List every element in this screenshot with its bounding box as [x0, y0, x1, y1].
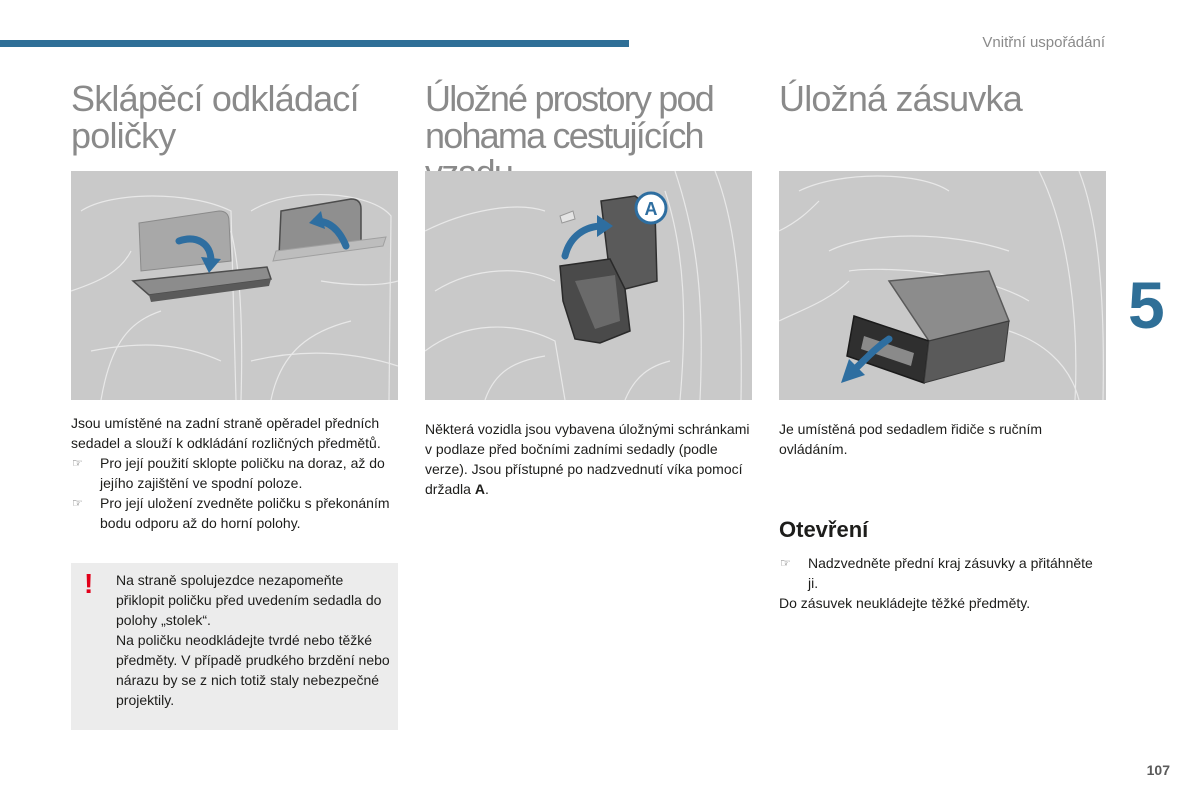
subheading-opening: Otevření — [779, 517, 869, 542]
pointing-finger-icon: ☞ — [780, 556, 791, 570]
floor-storage-description — [425, 419, 752, 499]
folding-table-illustration — [71, 171, 398, 400]
storage-drawer-description — [779, 419, 1106, 459]
bullet-item — [71, 493, 398, 533]
pointing-finger-icon: ☞ — [72, 496, 83, 510]
pointing-finger-icon: ☞ — [72, 456, 83, 470]
heading-line: nohama cestujících — [425, 115, 703, 156]
page-number: 107 — [1146, 762, 1170, 778]
heading-line: Úložné prostory pod — [425, 78, 713, 119]
heading-line: Úložná zásuvka — [779, 78, 1022, 119]
heading-line: Sklápěcí odkládací — [71, 78, 359, 119]
callout-a-label: A — [644, 199, 658, 219]
exclamation-icon: ! — [84, 568, 94, 599]
bullet-text: Pro její použití sklopte poličku na doraz, až do jejího zajištění ve spodní poloze. — [100, 455, 385, 491]
floor-storage-illustration — [425, 171, 752, 400]
body-text: Je umístěná pod sedadlem řidiče s ručním ovládáním. — [779, 421, 1043, 457]
section-title: Vnitřní uspořádání — [982, 34, 1105, 51]
heading-line: poličky — [71, 115, 176, 156]
header-accent-bar — [0, 40, 629, 47]
intro-text: Jsou umístěné na zadní straně opěradel předních sedadel a slouží k odkládání rozličných předmětů. — [71, 415, 381, 451]
chapter-number: 5 — [1128, 268, 1165, 342]
bullet-item — [779, 553, 1106, 593]
bullet-item — [71, 453, 398, 493]
opening-instructions — [779, 553, 1106, 613]
note-text: Do zásuvek neukládejte těžké předměty. — [779, 595, 1031, 611]
folding-tables-description — [71, 413, 398, 533]
warning-paragraph: Na poličku neodkládejte tvrdé nebo těžké předměty. V případě prudkého brzdění nebo nárazu by se z nich totiž staly nebezpečné projektily. — [116, 632, 390, 708]
bullet-text: Pro její uložení zvedněte poličku s překonáním bodu odporu až do horní polohy. — [100, 495, 390, 531]
storage-drawer-illustration — [779, 171, 1106, 400]
handle-label-a: A — [474, 481, 485, 497]
body-text: Některá vozidla jsou vybavena úložnými schránkami v podlaze před bočními zadními sedadly (podle verze). Jsou přístupné po nadzvednutí víka pomocí držadla A. — [425, 421, 750, 497]
bullet-text: Nadzvedněte přední kraj zásuvky a přitáhněte ji. — [808, 555, 1093, 591]
column-heading — [779, 80, 1119, 117]
column-heading — [71, 80, 411, 154]
warning-box — [71, 563, 398, 730]
warning-paragraph: Na straně spolujezdce nezapomeňte přiklopit poličku před uvedením sedadla do polohy „stolek“. — [116, 572, 382, 628]
warning-text — [116, 570, 391, 710]
